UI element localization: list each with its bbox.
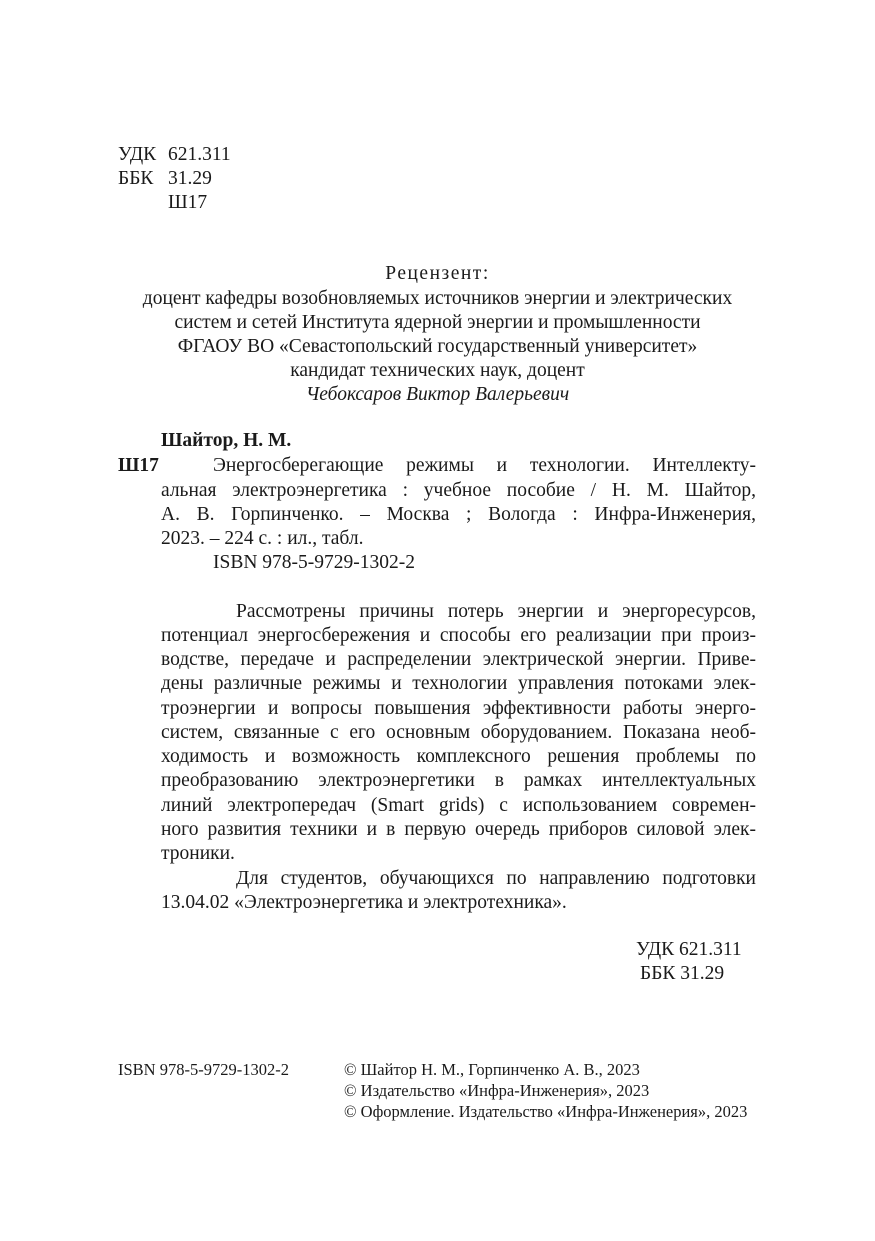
annotation-line: водстве, передаче и распределении электрической энергии. Приве-	[161, 649, 756, 670]
audience-line: Для студентов, обучающихся по направлению подготовки	[236, 868, 756, 889]
udk-label: УДК	[118, 144, 157, 165]
copyright-line: © Издательство «Инфра-Инженерия», 2023	[344, 1081, 650, 1100]
bbk-value: 31.29	[168, 168, 212, 189]
copyright-line: © Оформление. Издательство «Инфра-Инженерия», 2023	[344, 1102, 748, 1121]
record-line: Энергосберегающие режимы и технологии. Интеллекту-	[213, 455, 756, 476]
footer-udk: УДК 621.311	[636, 939, 742, 960]
audience-line: 13.04.02 «Электроэнергетика и электротехника».	[161, 892, 567, 913]
reviewer-line: кандидат технических наук, доцент	[290, 360, 585, 381]
reviewer-name: Чебоксаров Виктор Валерьевич	[305, 384, 570, 405]
record-line: А. В. Горпинченко. – Москва ; Вологда : Инфра-Инженерия,	[161, 504, 756, 525]
author-mark: Ш17	[168, 192, 208, 213]
record-author: Шайтор, Н. М.	[161, 430, 292, 451]
annotation-line: дены различные режимы и технологии управления потоками элек-	[161, 673, 756, 694]
annotation-line: ходимость и возможность комплексного решения проблемы по	[161, 746, 756, 767]
annotation-line: линий электропередач (Smart grids) с использованием современ-	[161, 795, 756, 816]
annotation-line: ного развития техники и в первую очередь приборов силовой элек-	[161, 819, 756, 840]
bbk-label: ББК	[118, 168, 154, 189]
reviewer-line: систем и сетей Института ядерной энергии и промышленности	[174, 312, 701, 333]
reviewer-line: ФГАОУ ВО «Севастопольский государственный университет»	[177, 336, 698, 357]
record-line: 2023. – 224 с. : ил., табл.	[161, 528, 364, 549]
record-isbn: ISBN 978-5-9729-1302-2	[213, 552, 416, 573]
footer-bbk: ББК 31.29	[640, 963, 725, 984]
annotation-line: систем, связанные с его основным оборудованием. Показана необ-	[161, 722, 756, 743]
record-line: альная электроэнергетика : учебное пособие / Н. М. Шайтор,	[161, 480, 756, 501]
annotation-line: троэнергии и вопросы повышения эффективности работы энерго-	[161, 698, 756, 719]
annotation-line: преобразованию электроэнергетики в рамках интеллектуальных	[161, 770, 756, 791]
annotation-line: Рассмотрены причины потерь энергии и энергоресурсов,	[236, 601, 756, 622]
copyright-line: © Шайтор Н. М., Горпинченко А. В., 2023	[344, 1060, 640, 1079]
udk-value: 621.311	[168, 144, 231, 165]
annotation-line: троники.	[161, 843, 235, 864]
reviewer-line: доцент кафедры возобновляемых источников энергии и электрических	[142, 288, 733, 309]
copyright-isbn: ISBN 978-5-9729-1302-2	[118, 1060, 289, 1079]
record-mark: Ш17	[118, 455, 159, 476]
annotation-line: потенциал энергосбережения и способы его реализации при произ-	[161, 625, 756, 646]
reviewer-heading: Рецензент:	[385, 263, 490, 284]
